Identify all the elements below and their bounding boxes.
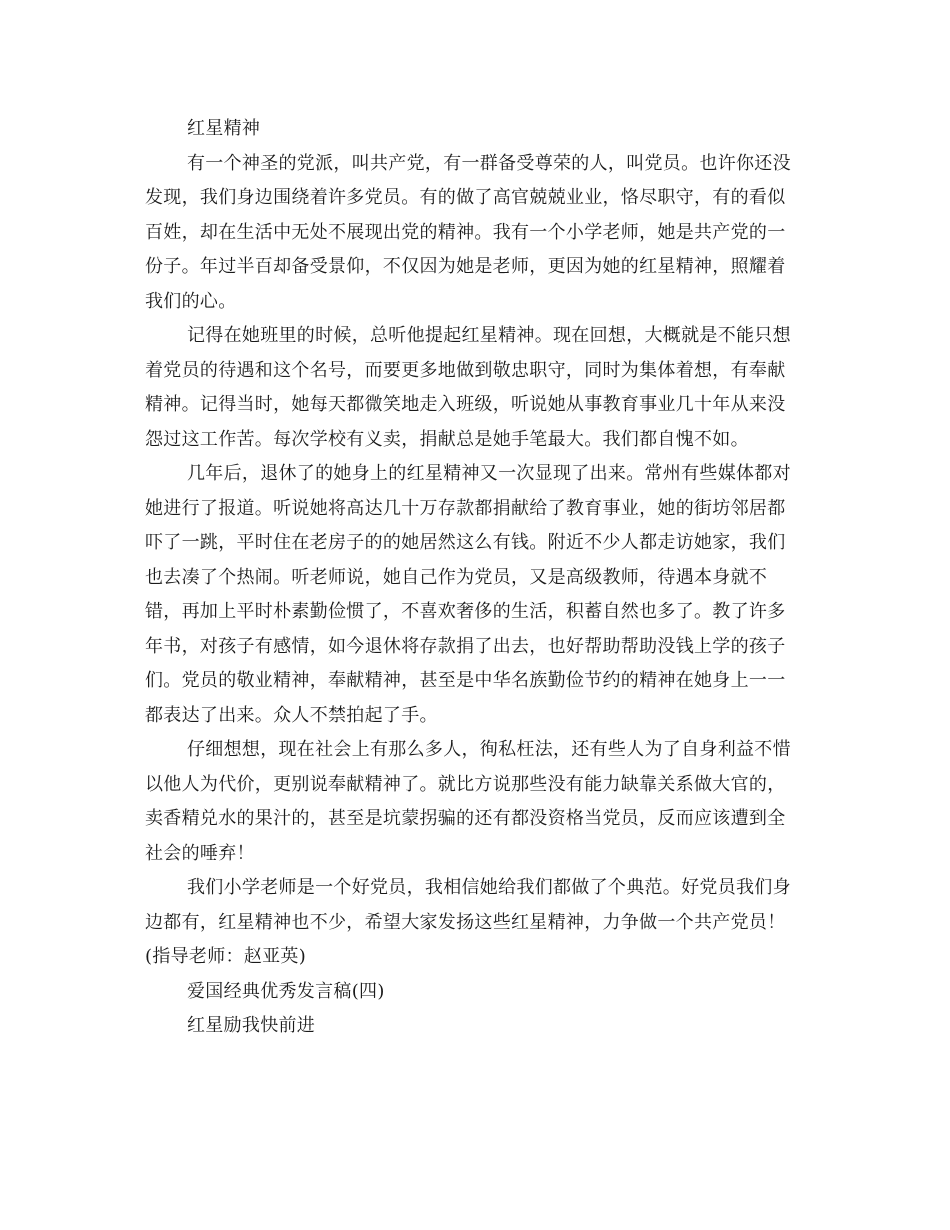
paragraph-line: 年书，对孩子有感情，如今退休将存款捐了出去，也好帮助帮助没钱上学的孩子 bbox=[145, 635, 786, 657]
paragraph-line: 仔细想想，现在社会上有那么多人，徇私枉法，还有些人为了自身利益不惜 bbox=[187, 739, 791, 760]
paragraph-5 bbox=[145, 871, 805, 975]
essay-title: 红星精神 bbox=[187, 118, 261, 139]
paragraph-line: 几年后，退休了的她身上的红星精神又一次显现了出来。常州有些媒体都对 bbox=[187, 463, 791, 484]
paragraph-line: 都表达了出来。众人不禁拍起了手。 bbox=[145, 704, 438, 726]
paragraph-1 bbox=[145, 147, 805, 320]
paragraph-line: 们。党员的敬业精神，奉献精神，甚至是中华名族勤俭节约的精神在她身上一一 bbox=[145, 670, 786, 691]
paragraph-line: 着党员的待遇和这个名号，而要更多地做到敬忠职守，同时为集体着想，有奉献 bbox=[145, 359, 786, 381]
next-essay-title: 红星励我快前进 bbox=[187, 1015, 316, 1036]
advisor-credit: (指导老师：赵亚英) bbox=[145, 946, 307, 967]
paragraph-line: 她进行了报道。听说她将高达几十万存款都捐献给了教育事业，她的街坊邻居都 bbox=[145, 497, 786, 519]
next-section-heading: 爱国经典优秀发言稿(四) bbox=[187, 980, 385, 1002]
paragraph-line: 百姓，却在生活中无处不展现出党的精神。我有一个小学老师，她是共产党的一 bbox=[145, 221, 786, 243]
paragraph-line: 份子。年过半百却备受景仰，不仅因为她是老师，更因为她的红星精神，照耀着 bbox=[145, 256, 786, 277]
document-page bbox=[145, 112, 805, 1044]
paragraph-4 bbox=[145, 733, 805, 871]
paragraph-line: 也去凑了个热闹。听老师说，她自己作为党员，又是高级教师，待遇本身就不 bbox=[145, 566, 768, 588]
paragraph-line: 有一个神圣的党派，叫共产党，有一群备受尊荣的人，叫党员。也许你还没 bbox=[187, 152, 791, 174]
paragraph-line: 错，再加上平时朴素勤俭惯了，不喜欢奢侈的生活，积蓄自然也多了。教了许多 bbox=[145, 601, 786, 622]
paragraph-line: 卖香精兑水的果汁的，甚至是坑蒙拐骗的还有都没资格当党员，反而应该遭到全 bbox=[145, 808, 786, 829]
paragraph-line: 社会的唾弃！ bbox=[145, 842, 255, 864]
paragraph-2 bbox=[145, 319, 805, 457]
paragraph-line: 我们小学老师是一个好党员，我相信她给我们都做了个典范。好党员我们身 bbox=[187, 877, 791, 898]
paragraph-line: 以他人为代价，更别说奉献精神了。就比方说那些没有能力缺靠关系做大官的， bbox=[145, 773, 786, 795]
paragraph-3 bbox=[145, 457, 805, 733]
paragraph-line: 吓了一跳，平时住在老房子的的她居然这么有钱。附近不少人都走访她家，我们 bbox=[145, 532, 786, 553]
paragraph-line: 怨过这工作苦。每次学校有义卖，捐献总是她手笔最大。我们都自愧不如。 bbox=[145, 428, 749, 450]
paragraph-line: 边都有，红星精神也不少，希望大家发扬这些红星精神，力争做一个共产党员！ bbox=[145, 911, 786, 933]
paragraph-line: 我们的心。 bbox=[145, 290, 237, 312]
paragraph-line: 发现，我们身边围绕着许多党员。有的做了高官兢兢业业，恪尽职守，有的看似 bbox=[145, 187, 786, 208]
paragraph-line: 精神。记得当时，她每天都微笑地走入班级，听说她从事教育事业几十年从来没 bbox=[145, 394, 786, 415]
paragraph-line: 记得在她班里的时候，总听他提起红星精神。现在回想，大概就是不能只想 bbox=[187, 325, 791, 346]
